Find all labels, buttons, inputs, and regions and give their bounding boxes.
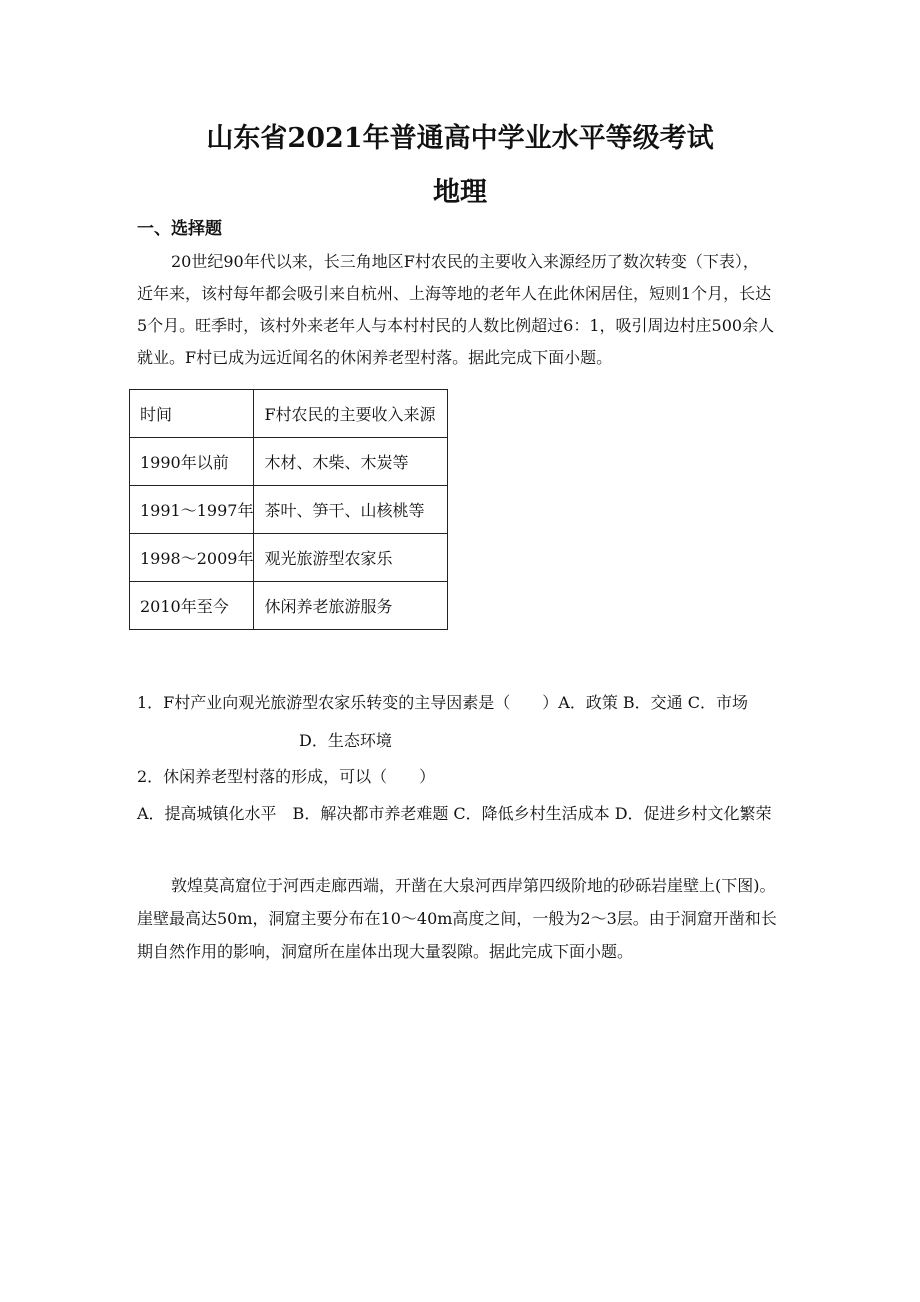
passage-2-line: 期自然作用的影响，洞窟所在崖体出现大量裂隙。据此完成下面小题。 [137, 942, 634, 961]
table-cell: 休闲养老旅游服务 [254, 582, 448, 630]
table-row [130, 486, 448, 534]
passage-2-line: 崖壁最高达50m，洞窟主要分布在10～40m高度之间，一般为2～3层。由于洞窟开凿和长 [137, 909, 777, 928]
passage-2 [137, 869, 797, 968]
table-cell: 2010年至今 [130, 582, 254, 630]
table-cell: 1998～2009年 [130, 534, 254, 582]
passage-1 [137, 246, 787, 374]
passage-1-line: 近年来，该村每年都会吸引来自杭州、上海等地的老年人在此休闲居住，短则1个月，长达 [137, 284, 772, 303]
table-row [130, 534, 448, 582]
question-2-options: A．提高城镇化水平 B．解决都市养老难题 C．降低乡村生活成本 D．促进乡村文化繁荣 [137, 804, 772, 823]
section-heading: 一、选择题 [137, 219, 222, 239]
passage-1-line: 5个月。旺季时，该村外来老年人与本村村民的人数比例超过6：1，吸引周边村庄500余人 [137, 316, 775, 335]
exam-title: 山东省2021年普通高中学业水平等级考试 [206, 123, 714, 154]
question-1-option-d: D．生态环境 [299, 731, 392, 750]
table-cell: 1990年以前 [130, 438, 254, 486]
question-2-stem: 2．休闲养老型村落的形成，可以（ ） [137, 767, 436, 786]
table-header-cell: 时间 [130, 390, 254, 438]
passage-2-line: 敦煌莫高窟位于河西走廊西端，开凿在大泉河西岸第四级阶地的砂砾岩崖壁上(下图)。 [171, 876, 776, 895]
subject-title: 地理 [433, 177, 487, 208]
passage-1-line: 就业。F村已成为远近闻名的休闲养老型村落。据此完成下面小题。 [137, 348, 613, 367]
table-row [130, 582, 448, 630]
income-source-table [129, 389, 448, 630]
question-1-stem: 1．F村产业向观光旅游型农家乐转变的主导因素是（ ）A．政策 B．交通 C．市场 [137, 693, 749, 712]
table-cell: 木材、木柴、木炭等 [254, 438, 448, 486]
table-cell: 观光旅游型农家乐 [254, 534, 448, 582]
passage-1-line: 20世纪90年代以来，长三角地区F村农民的主要收入来源经历了数次转变（下表）， [171, 252, 759, 271]
table-cell: 1991～1997年 [130, 486, 254, 534]
table-cell: 茶叶、笋干、山核桃等 [254, 486, 448, 534]
table-header-row [130, 390, 448, 438]
table-header-cell: F村农民的主要收入来源 [254, 390, 448, 438]
table-row [130, 438, 448, 486]
